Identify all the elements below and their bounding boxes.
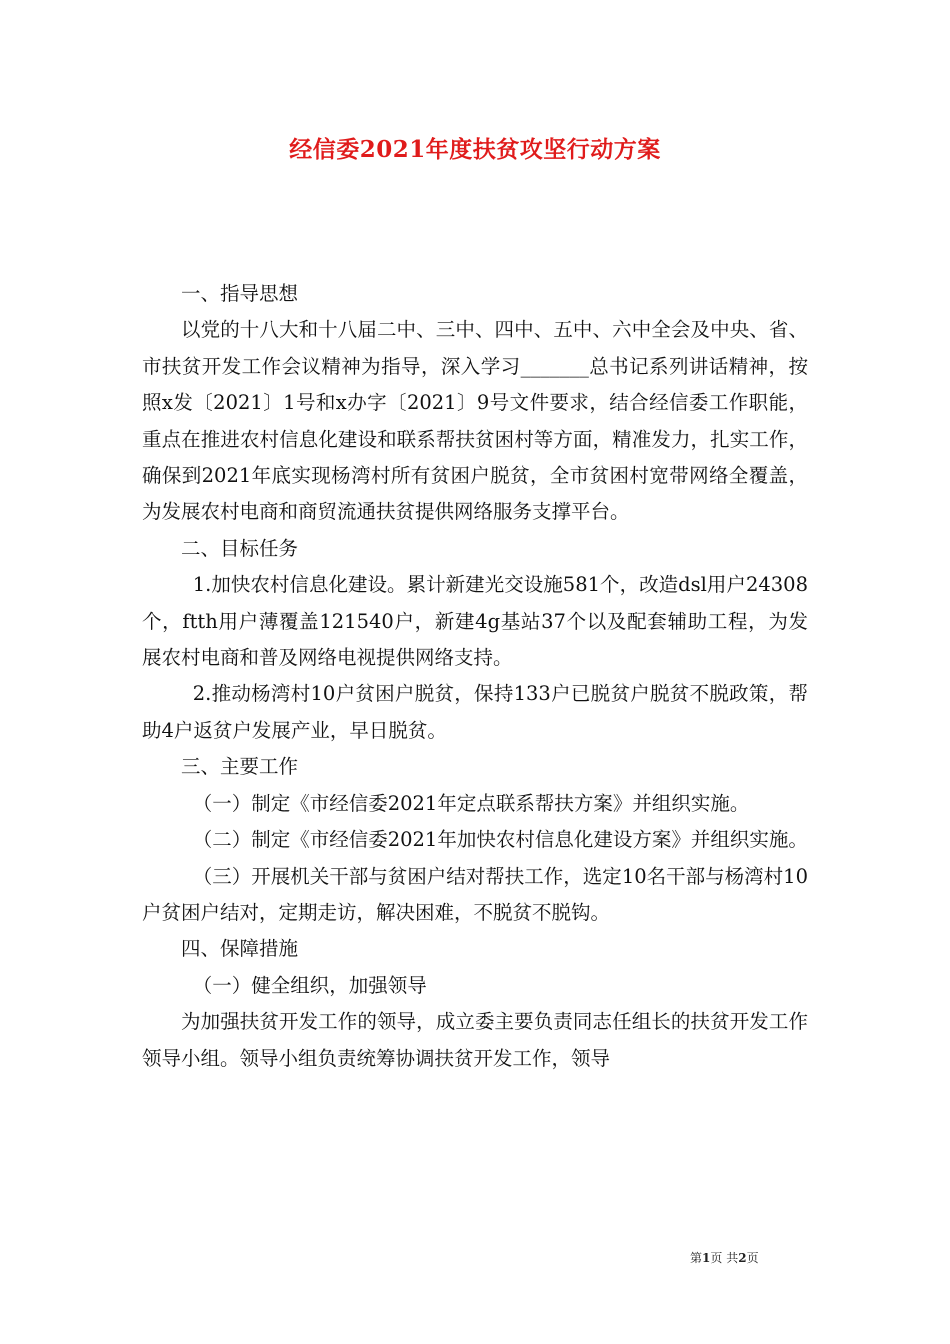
paragraph-organization: 为加强扶贫开发工作的领导，成立委主要负责同志任组长的扶贫开发工作领导小组。领导小组负责统筹协调扶贫开发工作，领导 — [142, 1010, 808, 1070]
subheading-organization: （一）健全组织，加强领导 — [192, 973, 427, 997]
paragraph-work-1: （一）制定《市经信委2021年定点联系帮扶方案》并组织实施。 — [192, 791, 750, 815]
section-heading-targets: 二、目标任务 — [181, 536, 299, 560]
current-page: 1 — [702, 1251, 711, 1265]
paragraph-work-3: （三）开展机关干部与贫困户结对帮扶工作，选定10名干部与杨湾村10户贫困户结对，定期走访，解决困难，不脱贫不脱钩。 — [142, 864, 808, 924]
document-title: 经信委2021年度扶贫攻坚行动方案 — [289, 136, 661, 163]
total-pages: 2 — [738, 1251, 747, 1265]
page-mid: 页 共 — [710, 1251, 739, 1265]
section-heading-safeguards: 四、保障措施 — [181, 937, 299, 961]
section-heading-main-work: 三、主要工作 — [181, 755, 299, 779]
paragraph-target-2: 2.推动杨湾村10户贫困户脱贫，保持133户已脱贫户脱贫不脱政策，帮助4户返贫户发展产业，早日脱贫。 — [142, 682, 808, 742]
document-body — [142, 276, 808, 1077]
page-suffix: 页 — [746, 1251, 759, 1265]
page-prefix: 第 — [690, 1251, 703, 1265]
paragraph-target-1: 1.加快农村信息化建设。累计新建光交设施581个，改造dsl用户24308个，ftth用户薄覆盖121540户，新建4g基站37个以及配套辅助工程，为发展农村电商和普及网络电视提供网络支持。 — [142, 573, 808, 670]
paragraph-guiding-ideology: 以党的十八大和十八届二中、三中、四中、五中、六中全会及中央、省、市扶贫开发工作会议精神为指导，深入学习_______总书记系列讲话精神，按照x发〔2021〕1号和x办字〔2021〕9号文件要求，结合经信委工作职能，重点在推进农村信息化建设和联系帮扶贫困村等方面，精准发力，扎实工作，确保到2021年底实现杨湾村所有贫困户脱贫，全市贫困村宽带网络全覆盖，为发展农村电商和商贸流通扶贫提供网络服务支撑平台。 — [142, 318, 808, 524]
page-number — [690, 1249, 759, 1266]
section-heading-guiding-ideology: 一、指导思想 — [181, 282, 299, 305]
paragraph-work-2: （二）制定《市经信委2021年加快农村信息化建设方案》并组织实施。 — [192, 828, 808, 852]
